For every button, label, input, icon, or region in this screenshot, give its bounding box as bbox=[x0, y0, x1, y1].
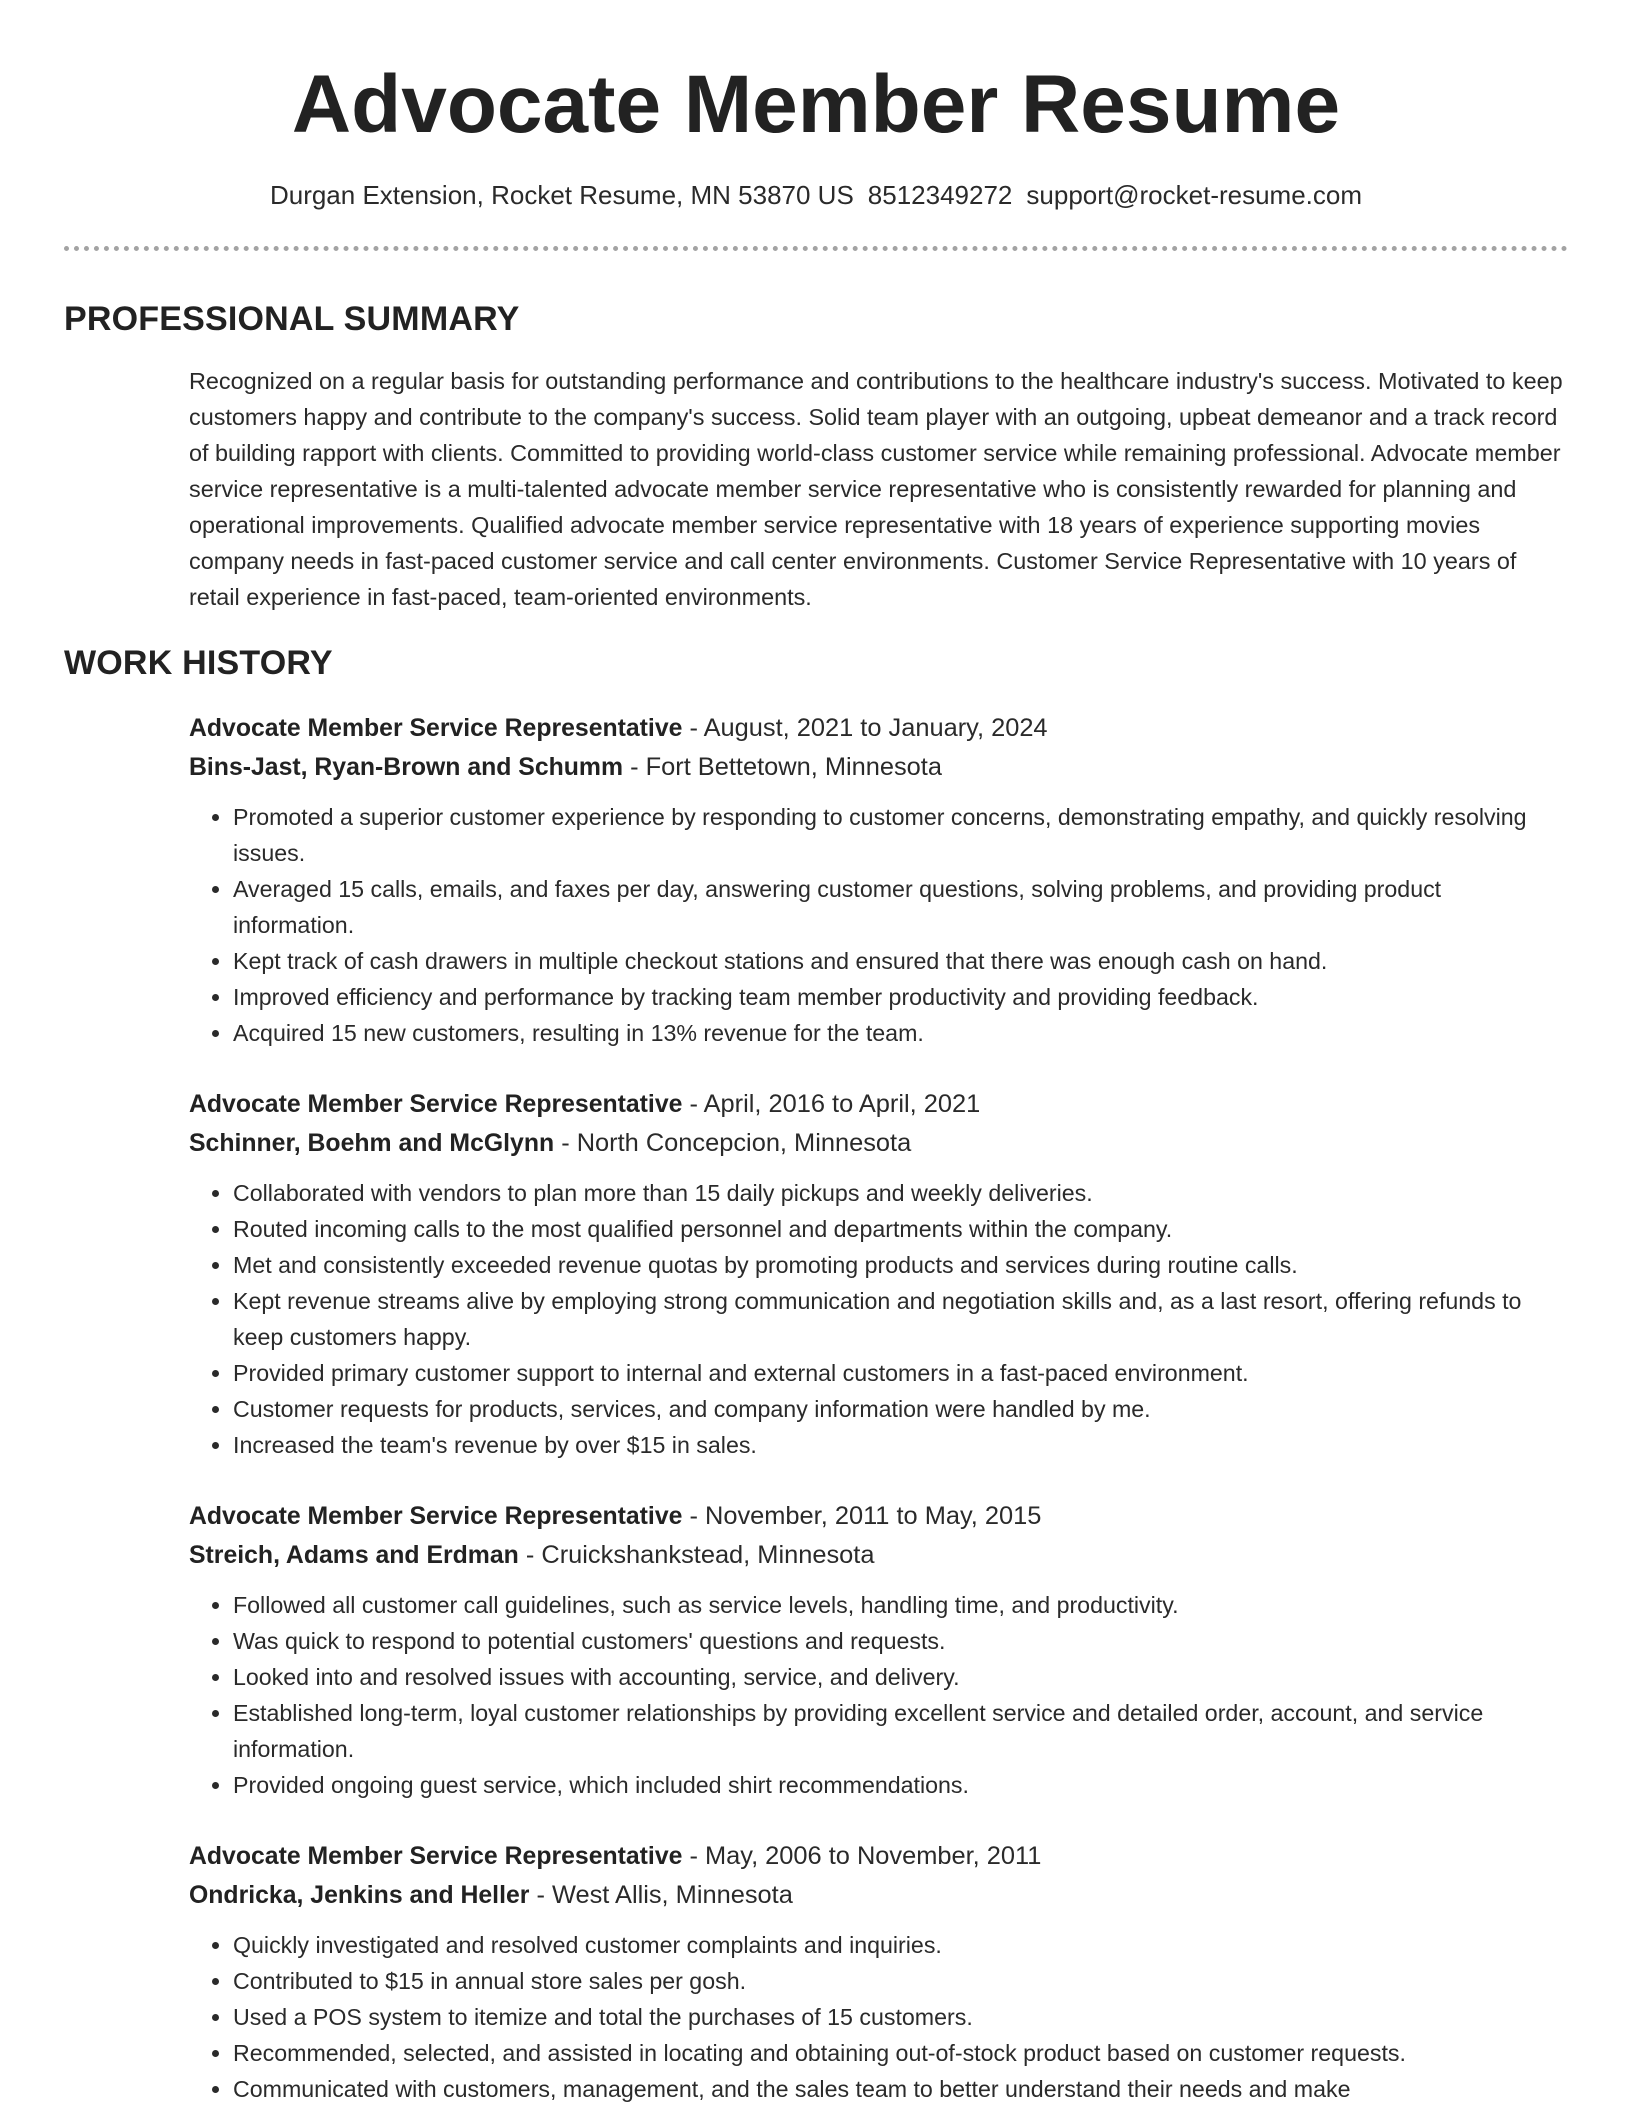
work-history-heading: WORK HISTORY bbox=[64, 644, 333, 682]
resume-page bbox=[64, 0, 1568, 2107]
job-bullet: • Promoted a superior customer experience by responding to customer concerns, demonstrating empathy, and quickly resolving issues. bbox=[233, 799, 1568, 871]
job-company: Ondricka, Jenkins and Heller bbox=[189, 1882, 530, 1909]
job-bullet: • Recommended, selected, and assisted in locating and obtaining out-of-stock product based on customer requests. bbox=[233, 2035, 1568, 2071]
contact-phone: 8512349272 bbox=[867, 180, 1013, 210]
job-dates: - November, 2011 to May, 2015 bbox=[689, 1502, 1042, 1530]
job-company: Schinner, Boehm and McGlynn bbox=[189, 1130, 555, 1157]
job-bullet: • Kept track of cash drawers in multiple checkout stations and ensured that there was enough cash on hand. bbox=[233, 943, 1568, 979]
job-title: Advocate Member Service Representative bbox=[189, 715, 683, 742]
job-bullet: • Was quick to respond to potential customers' questions and requests. bbox=[233, 1623, 1568, 1659]
job-bullet-list bbox=[189, 1927, 1568, 2107]
job-bullet-list bbox=[189, 1175, 1568, 1463]
job-bullet: • Collaborated with vendors to plan more than 15 daily pickups and weekly deliveries. bbox=[233, 1175, 1568, 1211]
job-entry bbox=[189, 1837, 1568, 2107]
job-entry bbox=[189, 1497, 1568, 1803]
job-bullet: • Contributed to $15 in annual store sales per gosh. bbox=[233, 1963, 1568, 1999]
job-bullet: • Used a POS system to itemize and total the purchases of 15 customers. bbox=[233, 1999, 1568, 2035]
header-divider bbox=[64, 246, 1568, 251]
job-bullet: • Kept revenue streams alive by employing strong communication and negotiation skills and, as a last resort, offering refunds to keep customers happy. bbox=[233, 1283, 1568, 1355]
job-dates: - August, 2021 to January, 2024 bbox=[689, 714, 1048, 742]
job-dates: - April, 2016 to April, 2021 bbox=[689, 1090, 981, 1118]
summary-section bbox=[189, 363, 1568, 615]
job-bullet: • Followed all customer call guidelines, such as service levels, handling time, and productivity. bbox=[233, 1587, 1568, 1623]
contact-address: Durgan Extension, Rocket Resume, MN 53870 US bbox=[269, 180, 854, 210]
job-bullet: • Met and consistently exceeded revenue quotas by promoting products and services during routine calls. bbox=[233, 1247, 1568, 1283]
job-bullet: • Communicated with customers, management, and the sales team to better understand their needs and make bbox=[233, 2071, 1568, 2107]
job-title: Advocate Member Service Representative bbox=[189, 1843, 683, 1870]
job-company-line bbox=[189, 1124, 1568, 1163]
work-history-section bbox=[189, 709, 1568, 2107]
job-location: - North Concepcion, Minnesota bbox=[561, 1129, 912, 1157]
job-company: Streich, Adams and Erdman bbox=[189, 1542, 519, 1569]
job-bullet: • Quickly investigated and resolved customer complaints and inquiries. bbox=[233, 1927, 1568, 1963]
job-location: - Fort Bettetown, Minnesota bbox=[630, 753, 942, 781]
job-title: Advocate Member Service Representative bbox=[189, 1091, 683, 1118]
job-bullet: • Established long-term, loyal customer relationships by providing excellent service and detailed order, account, and service information. bbox=[233, 1695, 1568, 1767]
contact-email: support@rocket-resume.com bbox=[1026, 180, 1363, 210]
job-title-line bbox=[189, 709, 1568, 748]
job-bullet: • Improved efficiency and performance by tracking team member productivity and providing feedback. bbox=[233, 979, 1568, 1015]
job-bullet: • Provided primary customer support to internal and external customers in a fast-paced environment. bbox=[233, 1355, 1568, 1391]
summary-text: Recognized on a regular basis for outstanding performance and contributions to the healthcare industry's success. Motivated to keep customers happy and contribute to the company's success. Solid team player with an outgoing, upbeat demeanor and a track record of building rapport with clients. Committed to providing world-class customer service while remaining professional. Advocate member service representative is a multi-talented advocate member service representative who is consistently rewarded for planning and operational improvements. Qualified advocate member service representative with 18 years of experience supporting movies company needs in fast-paced customer service and call center environments. Customer Service Representative with 10 years of retail experience in fast-paced, team-oriented environments. bbox=[189, 368, 1563, 610]
job-bullet: • Provided ongoing guest service, which included shirt recommendations. bbox=[233, 1767, 1568, 1803]
job-company-line bbox=[189, 1876, 1568, 1915]
job-entry bbox=[189, 1085, 1568, 1463]
job-location: - Cruickshankstead, Minnesota bbox=[525, 1541, 875, 1569]
job-company-line bbox=[189, 1536, 1568, 1575]
summary-heading: PROFESSIONAL SUMMARY bbox=[64, 300, 520, 338]
job-bullet-list bbox=[189, 1587, 1568, 1803]
job-company-line bbox=[189, 748, 1568, 787]
contact-line bbox=[64, 178, 1568, 212]
job-company: Bins-Jast, Ryan-Brown and Schumm bbox=[189, 754, 624, 781]
job-title: Advocate Member Service Representative bbox=[189, 1503, 683, 1530]
job-bullet: • Averaged 15 calls, emails, and faxes per day, answering customer questions, solving problems, and providing product information. bbox=[233, 871, 1568, 943]
job-bullet: • Acquired 15 new customers, resulting in 13% revenue for the team. bbox=[233, 1015, 1568, 1051]
job-bullet-list bbox=[189, 799, 1568, 1051]
job-bullet: • Routed incoming calls to the most qualified personnel and departments within the company. bbox=[233, 1211, 1568, 1247]
job-location: - West Allis, Minnesota bbox=[536, 1881, 793, 1909]
job-bullet: • Looked into and resolved issues with accounting, service, and delivery. bbox=[233, 1659, 1568, 1695]
job-entry bbox=[189, 709, 1568, 1051]
resume-title: Advocate Member Resume bbox=[291, 59, 1341, 150]
job-title-line bbox=[189, 1085, 1568, 1124]
job-title-line bbox=[189, 1837, 1568, 1876]
job-bullet: • Increased the team's revenue by over $15 in sales. bbox=[233, 1427, 1568, 1463]
job-bullet: • Customer requests for products, services, and company information were handled by me. bbox=[233, 1391, 1568, 1427]
job-dates: - May, 2006 to November, 2011 bbox=[689, 1842, 1042, 1870]
job-title-line bbox=[189, 1497, 1568, 1536]
